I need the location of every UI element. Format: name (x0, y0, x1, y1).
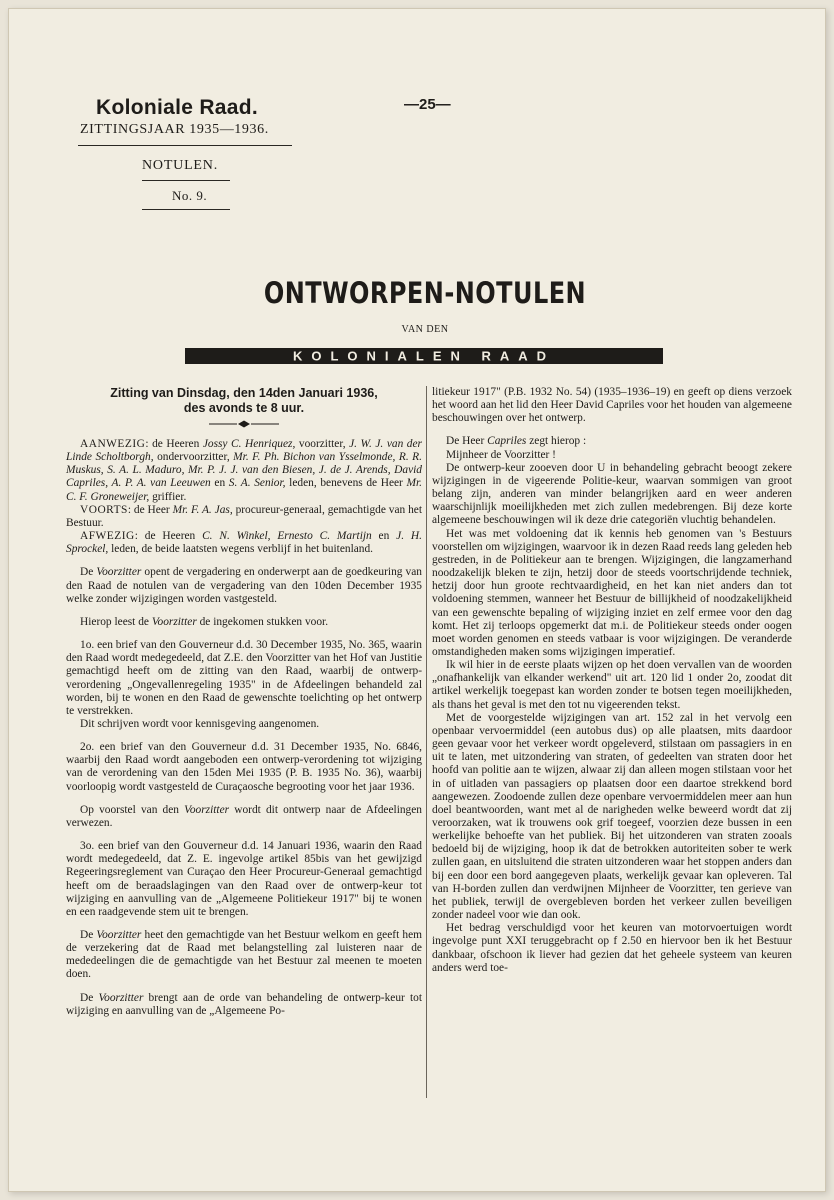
body-name: Koloniale Raad. (96, 96, 259, 119)
page-number: —25— (404, 96, 451, 113)
attendance-absent: AFWEZIG: de Heeren C. N. Winkel, Ernesto C. Martijn en J. H. Sprockel, leden, de beide laatsten wegens verblijf in het buitenland. (66, 530, 422, 556)
banner-text: KOLONIALEN RAAD (292, 348, 556, 364)
paragraph-letter-1: 1o. een brief van den Gouverneur d.d. 30 December 1935, No. 365, waarin den Raad wordt medegedeeld, dat Z.E. den Voorzitter van het Hof van Justitie gemachtigd heeft om de zitting van den Raad, waarbij de ontwerp-verordening „Ongevallenregeling 1935" in de Afdeelingen behandeld zal worden, bij te wonen en den Raad de gewenschte toelichting op het ontwerp te verstrekken. (66, 639, 422, 717)
issue-number: No. 9. (172, 188, 208, 203)
paragraph-speech-1: De ontwerp-keur zooeven door U in behandeling gebracht beoogt zekere wijzigingen in de vigeerende Politie-keur, waarvan sommigen van groot belang zijn, anderen van minder belangrijken aard en weer anderen waarschijnlijk moeilijkheden met zich zullen medebrengen. Bij deze korte algemeene beschouwingen wil ik deze drie categoriën vluchtig behandelen. (432, 461, 792, 527)
main-title: ONTWORPEN-NOTULEN (263, 276, 587, 310)
paragraph-incoming: Hierop leest de Voorzitter de ingekomen stukken voor. (80, 615, 329, 628)
sitting-line-1: Zitting van Dinsdag, den 14den Januari 1936, (110, 386, 378, 400)
paragraph-continuation: litiekeur 1917" (P.B. 1932 No. 54) (1935–1936–19) en geeft op diens verzoek het woord aan het lid den Heer David Capriles voor het houden van algemeene beschouwingen over het ontwerp. (432, 386, 792, 425)
column-divider (426, 386, 427, 1098)
paragraph-salutation: Mijnheer de Voorzitter ! (446, 448, 556, 461)
paragraph-agenda: De Voorzitter brengt aan de orde van behandeling de ontwerp-keur tot wijziging en aanvulling van de „Algemeene Po- (66, 991, 422, 1017)
paragraph-speech-5: Het bedrag verschuldigd voor het keuren van motorvoertuigen wordt ingevolge punt XXI teruggebracht op f 2.50 en hiervoor ben ik het Bestuur dankbaar, ofschoon ik liever had gezien dat het geheele systeem van keuren anders werd toe- (432, 922, 792, 974)
sitting-heading (66, 386, 422, 416)
left-column (66, 386, 422, 1018)
document-page (8, 8, 826, 1192)
paragraph-letter-3: 3o. een brief van den Gouverneur d.d. 14 Januari 1936, waarin den Raad wordt medegedeeld, dat Z. E. ingevolge artikel 85bis van het gewijzigd Regeeringsreglement van Curaçao den Heer Procureur-Generaal gemachtigd heeft om de beraadslagingen van den Raad over de ontwerp-keur tot wijziging en aanvulling van de „Algemeene Politiekeur 1917" bij te wonen en een raadgevende stem uit te brengen. (66, 840, 422, 918)
ornament-divider (209, 420, 279, 428)
header-block (80, 96, 300, 138)
right-column (432, 386, 792, 975)
header-rule (78, 145, 292, 146)
paragraph-welcome: De Voorzitter heet den gemachtigde van het Bestuur welkom en geeft hem de verzekering dat de Raad met belangstelling zal luisteren naar de mededeelingen die de gemachtigde van het Bestuur zal meenen te moeten doen. (66, 929, 422, 981)
minutes-label: NOTULEN. (142, 158, 218, 173)
kolonialen-raad-banner (185, 348, 663, 364)
paragraph-speech-2: Het was met voldoening dat ik kennis heb genomen van 's Bestuurs voorstellen om wijzigingen, waarvoor ik in dezen Raad reeds lang geleden heb gestreden, in de Politiekeur aan te brengen. Wijzigingen, die langzamerhand noodzakelijk bleken te zijn, hetzij door de steeds voortschrijdende techniek, hetzij door hun groote rechtvaardigheid, en het kan niet anders dan tot voldoening stemmen, wanneer het Bestuur de billijkheid of noodzakelijkheid van een gewenschte bepaling of wijziging inziet en zelf ermee voor den dag komt. Het zij terloops opgemerkt dat m.i. de Politiekeur steeds onder oogen moet worden genomen en steeds vatbaar is voor wijzigingen. De veranderde omstandigheden maken soms wijzigingen imperatief. (432, 527, 792, 658)
paragraph-capriles-intro: De Heer Capriles zegt hierop : (446, 435, 587, 448)
paragraph-letter-1-note: Dit schrijven wordt voor kennisgeving aangenomen. (80, 717, 320, 730)
number-rule (142, 209, 230, 210)
sitting-line-2: des avonds te 8 uur. (183, 401, 305, 415)
title-van-den: VAN DEN (401, 324, 449, 335)
session-year: ZITTINGSJAAR 1935—1936. (80, 122, 269, 137)
paragraph-speech-4: Met de voorgestelde wijzigingen van art. 152 zal in het vervolg een openbaar vervoermiddel (een autobus dus) op alle plaatsen, mits daardoor geen gevaar voor het verkeer wordt opgeleverd, stilstaan om passagiers in en uit te laten, met uitzondering van straten, of gedeelten van straten door het hoofd van politie aan te wijzen, alwaar zij dan alleen mogen stilstaan voor het in of uitladen van passagiers op plaatsen door een daartoe strekkend bord aangewezen. Zoodoende zullen deze openbare vervoermiddelen meer aan hun doel beantwoorden, want met al de narigheden welke beweerd wordt dat zij veroorzaken, wat ik trouwens ook grif toegeef, voorzien deze bussen in een werkelijke behoefte van het publiek. Bij het uitzonderen van straten zooals bedoeld bij de wijziging, hoop ik dat de betrokken autoriteiten sober te werk zullen gaan, en uitsluitend die straten uitzonderen waar het stoppen anders dan bij een door een bord aangegeven plaats, werkelijk gevaar kan opleveren. Tal van H-borden zullen dan verdwijnen Mijnheer de Voorzitter, ten gerieve van het publiek, terwijl de overgebleven borden het verkeer zullen beveiligen zonder nadeel voor wie dan ook. (432, 711, 792, 922)
attendance-present: AANWEZIG: de Heeren Jossy C. Henriquez, voorzitter, J. W. J. van der Linde Scholtborgh, ondervoorzitter, Mr. F. Ph. Bichon van Ysselmonde, R. R. Muskus, S. A. L. Maduro, Mr. P. J. J. van den Biesen, J. de J. Arends, David Capriles, A. P. A. van Leeuwen en S. A. Senior, leden, benevens de Heer Mr. C. F. Groneweijer, griffier. (66, 438, 423, 503)
minutes-rule (142, 180, 230, 181)
attendance-also: VOORTS: de Heer Mr. F. A. Jas, procureur-generaal, gemachtigde van het Bestuur. (66, 503, 423, 529)
paragraph-speech-3: Ik wil hier in de eerste plaats wijzen op het doen vervallen van de woorden „onafhankelijk van elkander werkend" uit art. 120 lid 1 onder 2o, zoodat dit artikel werkelijk toegepast kan worden zonder te botsen tegen moeilijkheden, als thans het geval is met den tot nu vigeerenden tekst. (432, 659, 792, 711)
paragraph-opening: De Voorzitter opent de vergadering en onderwerpt aan de goedkeuring van den Raad de notulen van de vergadering van den 10den December 1935 welke zonder wijzigingen worden vastgesteld. (66, 566, 423, 605)
paragraph-referral: Op voorstel van den Voorzitter wordt dit ontwerp naar de Afdeelingen verwezen. (66, 803, 422, 829)
paragraph-letter-2: 2o. een brief van den Gouverneur d.d. 31 December 1935, No. 6846, waarbij den Raad wordt aangeboden een ontwerp-verordening tot wijziging van de verordening van den 15den Mei 1935 (P. B. 1935 No. 36), waarbij voorloopig wordt vastgesteld de Curaçaosche begrooting voor het jaar 1936. (66, 741, 422, 793)
